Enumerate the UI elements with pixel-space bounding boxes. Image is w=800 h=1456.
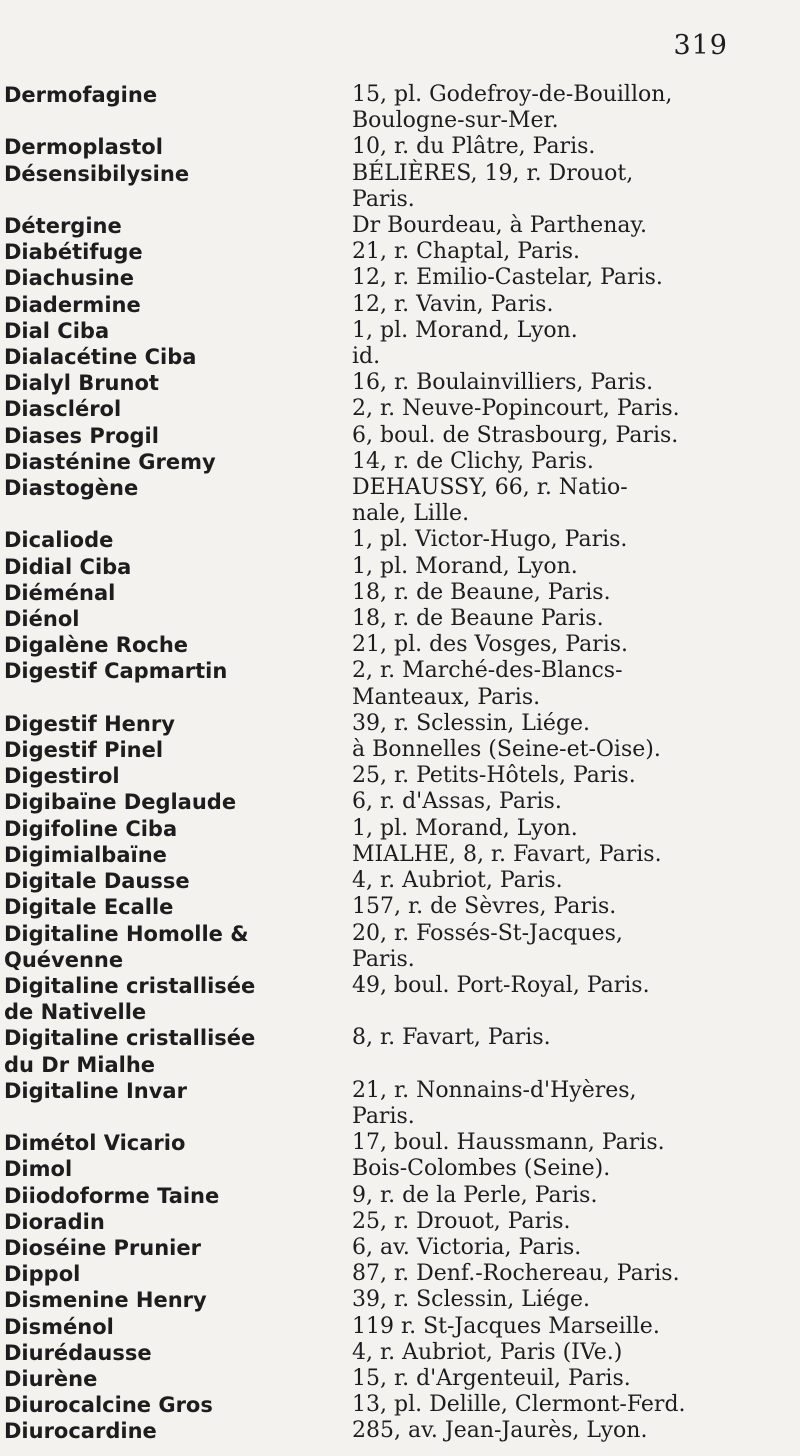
product-name: Digitale Dausse xyxy=(4,869,190,894)
product-address: 18, r. de Beaune, Paris. xyxy=(352,579,611,605)
list-item xyxy=(0,921,800,973)
product-name: Dippol xyxy=(4,1262,81,1287)
product-address: 1, pl. Morand, Lyon. xyxy=(352,815,578,841)
product-name: Détergine xyxy=(4,214,122,239)
list-item xyxy=(0,370,800,396)
list-item xyxy=(0,658,800,710)
entry-list xyxy=(0,82,800,1445)
list-item xyxy=(0,423,800,449)
product-address: id. xyxy=(352,344,381,370)
list-item xyxy=(0,1366,800,1392)
product-address: 6, r. d'Assas, Paris. xyxy=(352,789,562,815)
list-item xyxy=(0,737,800,763)
list-item xyxy=(0,711,800,737)
product-name: Diases Progil xyxy=(4,423,159,448)
product-address: 12, r. Emilio-Castelar, Paris. xyxy=(352,265,663,291)
list-item xyxy=(0,816,800,842)
list-item xyxy=(0,789,800,815)
product-address: à Bonnelles (Seine-et-Oise). xyxy=(352,737,661,763)
list-item xyxy=(0,606,800,632)
list-item xyxy=(0,475,800,527)
page-number: 319 xyxy=(673,30,728,61)
product-address: DEHAUSSY, 66, r. Natio- nale, Lille. xyxy=(352,475,628,527)
list-item xyxy=(0,868,800,894)
product-address: 20, r. Fossés-St-Jacques, Paris. xyxy=(352,920,623,972)
product-address: 13, pl. Delille, Clermont-Ferd. xyxy=(352,1392,686,1418)
product-address: 2, r. Marché-des-Blancs- Manteaux, Paris. xyxy=(352,658,623,710)
list-item xyxy=(0,265,800,291)
product-address: 12, r. Vavin, Paris. xyxy=(352,291,554,317)
product-address: 39, r. Sclessin, Liége. xyxy=(352,710,591,736)
list-item xyxy=(0,632,800,658)
list-item xyxy=(0,894,800,920)
product-address: 9, r. de la Perle, Paris. xyxy=(352,1182,598,1208)
product-address: 10, r. du Plâtre, Paris. xyxy=(352,134,596,160)
product-name: Dermoplastol xyxy=(4,135,163,160)
product-address: 4, r. Aubriot, Paris (IVe.) xyxy=(352,1339,623,1365)
product-address: 6, boul. de Strasbourg, Paris. xyxy=(352,422,679,448)
list-item xyxy=(0,1261,800,1287)
product-address: 25, r. Drouot, Paris. xyxy=(352,1208,571,1234)
product-address: 21, pl. des Vosges, Paris. xyxy=(352,632,629,658)
product-address: 285, av. Jean-Jaurès, Lyon. xyxy=(352,1418,648,1444)
product-address: 25, r. Petits-Hôtels, Paris. xyxy=(352,763,636,789)
list-item xyxy=(0,1235,800,1261)
product-address: 157, r. de Sèvres, Paris. xyxy=(352,894,617,920)
list-item xyxy=(0,344,800,370)
product-name: Dimétol Vicario xyxy=(4,1131,186,1156)
list-item xyxy=(0,239,800,265)
product-address: 18, r. de Beaune Paris. xyxy=(352,606,604,632)
list-item xyxy=(0,318,800,344)
list-item xyxy=(0,1392,800,1418)
product-address: 1, pl. Morand, Lyon. xyxy=(352,553,578,579)
product-name: Désensibilysine xyxy=(4,161,190,186)
product-name: Diéménal xyxy=(4,580,116,605)
list-item xyxy=(0,449,800,475)
product-name: Diurène xyxy=(4,1366,98,1391)
product-address: 17, boul. Haussmann, Paris. xyxy=(352,1130,665,1156)
product-name: Dial Ciba xyxy=(4,318,110,343)
product-name: Digitaline Invar xyxy=(4,1078,187,1103)
list-item xyxy=(0,396,800,422)
product-address: 4, r. Aubriot, Paris. xyxy=(352,868,563,894)
list-item xyxy=(0,1130,800,1156)
product-address: 15, pl. Godefroy-de-Bouillon, Boulogne-sur-Mer. xyxy=(352,82,673,134)
product-address: 1, pl. Victor-Hugo, Paris. xyxy=(352,527,628,553)
list-item xyxy=(0,527,800,553)
product-address: MIALHE, 8, r. Favart, Paris. xyxy=(352,841,662,867)
list-item xyxy=(0,554,800,580)
product-name: Didial Ciba xyxy=(4,554,132,579)
product-name: Dioradin xyxy=(4,1209,105,1234)
product-address: 1, pl. Morand, Lyon. xyxy=(352,317,578,343)
product-address: 39, r. Sclessin, Liége. xyxy=(352,1287,591,1313)
list-item xyxy=(0,1418,800,1444)
product-name: Dialyl Brunot xyxy=(4,371,159,396)
product-name: Digifoline Ciba xyxy=(4,816,178,841)
list-item xyxy=(0,1025,800,1077)
product-address: 15, r. d'Argenteuil, Paris. xyxy=(352,1365,631,1391)
list-item xyxy=(0,1287,800,1313)
product-name: Digitaline cristallisée de Nativelle xyxy=(4,973,256,1025)
product-name: Dicaliode xyxy=(4,528,114,553)
product-address: Bois-Colombes (Seine). xyxy=(352,1156,611,1182)
product-name: Digibaïne Deglaude xyxy=(4,790,237,815)
list-item xyxy=(0,1078,800,1130)
product-name: Dermofagine xyxy=(4,83,158,107)
product-name: Diasténine Gremy xyxy=(4,449,216,474)
product-name: Digestirol xyxy=(4,764,120,789)
product-name: Dimol xyxy=(4,1157,73,1182)
list-item xyxy=(0,1314,800,1340)
product-name: Diurocardine xyxy=(4,1419,157,1444)
product-name: Digestif Pinel xyxy=(4,738,164,763)
list-item xyxy=(0,1209,800,1235)
product-name: Digalène Roche xyxy=(4,633,189,658)
product-name: Diabétifuge xyxy=(4,240,143,265)
list-item xyxy=(0,580,800,606)
product-name: Digitaline cristallisée du Dr Mialhe xyxy=(4,1026,256,1077)
product-name: Diurédausse xyxy=(4,1340,152,1365)
list-item xyxy=(0,213,800,239)
product-name: Diadermine xyxy=(4,292,141,317)
product-address: 14, r. de Clichy, Paris. xyxy=(352,448,594,474)
product-name: Diasclérol xyxy=(4,397,122,422)
list-item xyxy=(0,763,800,789)
list-item xyxy=(0,292,800,318)
product-name: Dismenine Henry xyxy=(4,1288,207,1313)
product-address: BÉLIÈRES, 19, r. Drouot, Paris. xyxy=(352,160,634,212)
product-name: Dialacétine Ciba xyxy=(4,345,197,370)
product-address: 49, boul. Port-Royal, Paris. xyxy=(352,972,650,998)
product-address: 119 r. St-Jacques Marseille. xyxy=(352,1313,660,1339)
product-name: Diiodoforme Taine xyxy=(4,1183,220,1208)
product-address: 16, r. Boulainvilliers, Paris. xyxy=(352,370,654,396)
list-item xyxy=(0,161,800,213)
product-name: Digestif Henry xyxy=(4,711,175,736)
list-item xyxy=(0,1340,800,1366)
product-name: Diachusine xyxy=(4,266,135,291)
list-item xyxy=(0,134,800,160)
product-address: 6, av. Victoria, Paris. xyxy=(352,1234,582,1260)
product-name: Digimialbaïne xyxy=(4,842,167,867)
product-address: 21, r. Chaptal, Paris. xyxy=(352,239,581,265)
list-item xyxy=(0,973,800,1025)
product-name: Dioséine Prunier xyxy=(4,1235,201,1260)
product-address: 87, r. Denf.-Rochereau, Paris. xyxy=(352,1261,680,1287)
list-item xyxy=(0,842,800,868)
product-name: Diastogène xyxy=(4,476,139,501)
product-name: Diénol xyxy=(4,607,80,632)
list-item xyxy=(0,82,800,134)
product-name: Disménol xyxy=(4,1314,114,1339)
product-name: Digestif Capmartin xyxy=(4,659,228,684)
list-item xyxy=(0,1156,800,1182)
list-item xyxy=(0,1183,800,1209)
product-name: Digitaline Homolle & Quévenne xyxy=(4,921,249,972)
product-address: Dr Bourdeau, à Parthenay. xyxy=(352,213,647,239)
product-address: 21, r. Nonnains-d'Hyères, Paris. xyxy=(352,1077,637,1129)
product-name: Digitale Ecalle xyxy=(4,895,174,920)
product-address: 8, r. Favart, Paris. xyxy=(352,1025,551,1051)
product-name: Diurocalcine Gros xyxy=(4,1393,213,1418)
product-address: 2, r. Neuve-Popincourt, Paris. xyxy=(352,396,680,422)
